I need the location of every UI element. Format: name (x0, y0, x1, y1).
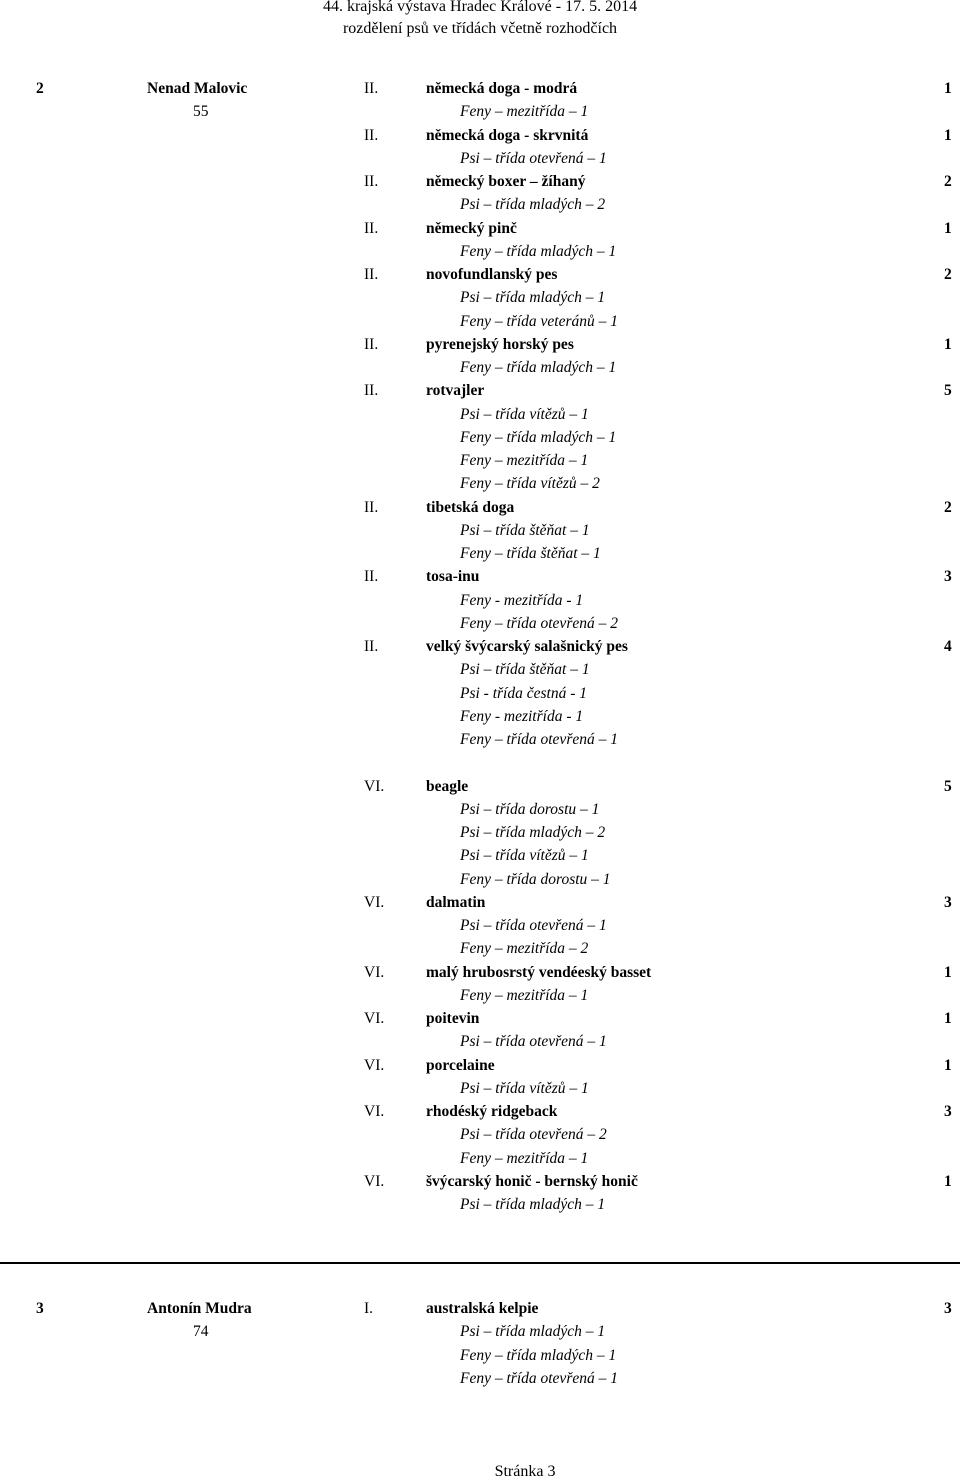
page-number: Stránka 3 (494, 1463, 556, 1480)
class-row (0, 311, 960, 334)
class-row (0, 985, 960, 1008)
class-entry: Feny – třída mladých – 1 (460, 1346, 617, 1364)
breed-name: švýcarský honič - bernský honič (426, 1172, 638, 1190)
class-row (0, 1124, 960, 1147)
class-entry: Feny - mezitřída - 1 (460, 707, 584, 725)
class-entry: Psi – třída otevřená – 1 (460, 917, 607, 934)
breed-name: německá doga - skrvnitá (426, 126, 589, 144)
judge-name: Nenad Malovic (147, 80, 248, 97)
judge-number: 2 (36, 80, 44, 97)
class-row (0, 799, 960, 822)
class-entry: Feny – třída vítězů – 2 (460, 475, 600, 493)
breed-count: 4 (944, 638, 952, 655)
section-divider (0, 1262, 960, 1264)
class-row (0, 1194, 960, 1217)
fci-group: VI. (364, 1103, 385, 1120)
breed-row (0, 892, 960, 915)
class-entry: Feny – mezitřída – 1 (460, 1149, 589, 1167)
class-row (0, 1345, 960, 1368)
fci-group: VI. (364, 1172, 385, 1190)
breed-name: velký švýcarský salašnický pes (426, 638, 628, 655)
class-row (0, 729, 960, 752)
breed-name: malý hrubosrstý vendéeský basset (426, 963, 652, 981)
breed-count: 3 (944, 568, 952, 586)
breed-name: dalmatin (426, 893, 486, 911)
class-entry: Feny – třída otevřená – 1 (460, 1369, 618, 1387)
class-row (0, 287, 960, 310)
class-row (0, 241, 960, 264)
breed-count: 1 (944, 1056, 952, 1074)
breed-name: novofundlanský pes (426, 266, 558, 283)
breed-count: 1 (944, 963, 952, 981)
breed-count: 3 (944, 893, 952, 911)
breed-row (0, 776, 960, 799)
breed-row (0, 962, 960, 985)
judge-dog-count: 74 (193, 1323, 209, 1341)
class-row (0, 543, 960, 566)
class-entry: Feny – mezitřída – 1 (460, 452, 589, 469)
class-row (0, 659, 960, 682)
breed-count: 3 (944, 1300, 952, 1317)
class-row (0, 683, 960, 706)
fci-group: II. (364, 382, 379, 400)
breed-count: 1 (944, 1010, 952, 1027)
breed-count: 1 (944, 1172, 952, 1190)
class-entry: Psi – třída vítězů – 1 (460, 1079, 589, 1097)
breed-row (0, 566, 960, 589)
judge-number: 3 (36, 1300, 44, 1317)
class-row (0, 613, 960, 636)
class-row (0, 938, 960, 961)
fci-group: II. (364, 126, 379, 144)
breed-row (0, 125, 960, 148)
class-row (0, 427, 960, 450)
class-row (0, 1368, 960, 1391)
class-row (0, 101, 960, 124)
breed-count: 2 (944, 173, 952, 190)
fci-group: II. (364, 568, 379, 586)
breed-row (0, 1171, 960, 1194)
breed-count: 1 (944, 335, 952, 353)
breed-count: 2 (944, 498, 952, 516)
breed-row (0, 218, 960, 241)
breed-name: tosa-inu (426, 568, 480, 586)
breed-count: 2 (944, 266, 952, 283)
class-entry: Feny – mezitřída – 1 (460, 986, 589, 1004)
breed-row (0, 380, 960, 403)
judge-name: Antonín Mudra (147, 1300, 252, 1317)
class-row (0, 915, 960, 938)
class-entry: Feny – třída štěňat – 1 (460, 545, 601, 562)
class-entry: Psi - třída čestná - 1 (460, 684, 587, 702)
class-row (0, 404, 960, 427)
class-entry: Feny – třída otevřená – 1 (460, 731, 618, 748)
breed-name: německý boxer – žíhaný (426, 173, 586, 190)
class-entry: Feny – třída mladých – 1 (460, 428, 617, 446)
fci-group: II. (364, 498, 379, 516)
breed-name: německá doga - modrá (426, 80, 578, 97)
class-row (0, 148, 960, 171)
class-entry: Psi – třída otevřená – 1 (460, 149, 607, 167)
fci-group: VI. (364, 777, 385, 795)
class-row (0, 357, 960, 380)
judge-dog-count: 55 (193, 103, 209, 121)
show-subtitle: rozdělení psů ve třídách včetně rozhodčích (342, 20, 618, 37)
class-entry: Feny - mezitřída - 1 (460, 591, 584, 609)
breed-name: rhodéský ridgeback (426, 1103, 558, 1120)
class-entry: Feny – mezitřída – 1 (460, 103, 589, 121)
class-entry: Psi – třída otevřená – 2 (460, 1126, 607, 1144)
breed-name: poitevin (426, 1010, 480, 1027)
fci-group: II. (364, 638, 379, 655)
breed-row (0, 264, 960, 287)
breed-count: 3 (944, 1103, 952, 1120)
class-row (0, 450, 960, 473)
class-row (0, 194, 960, 217)
class-entry: Feny – třída veteránů – 1 (460, 312, 618, 330)
class-entry: Psi – třída dorostu – 1 (460, 800, 600, 818)
class-entry: Psi – třída mladých – 1 (460, 1323, 606, 1341)
class-row (0, 1031, 960, 1054)
breed-name: německý pinč (426, 219, 517, 237)
class-entry: Feny – třída mladých – 1 (460, 242, 617, 260)
class-row (0, 473, 960, 496)
breed-row (0, 171, 960, 194)
fci-group: VI. (364, 963, 385, 981)
class-entry: Psi – třída mladých – 1 (460, 1196, 606, 1213)
fci-group: II. (364, 219, 379, 237)
breed-row (0, 497, 960, 520)
breed-row (0, 1101, 960, 1124)
class-row (0, 1078, 960, 1101)
class-entry: Psi – třída vítězů – 1 (460, 405, 589, 423)
breed-name: porcelaine (426, 1056, 495, 1074)
class-entry: Psi – třída vítězů – 1 (460, 847, 589, 865)
breed-row (0, 1298, 960, 1321)
class-row (0, 520, 960, 543)
class-row (0, 1321, 960, 1344)
class-row (0, 869, 960, 892)
class-entry: Psi – třída otevřená – 1 (460, 1033, 607, 1051)
fci-group: II. (364, 266, 379, 283)
breed-count: 5 (944, 777, 952, 795)
breed-count: 1 (944, 126, 952, 144)
breed-name: pyrenejský horský pes (426, 335, 574, 353)
breed-name: beagle (426, 777, 469, 795)
breed-row (0, 78, 960, 101)
class-row (0, 706, 960, 729)
class-entry: Psi – třída štěňat – 1 (460, 661, 590, 679)
breed-row (0, 334, 960, 357)
fci-group: VI. (364, 1010, 385, 1027)
fci-group: VI. (364, 1056, 385, 1074)
class-entry: Feny – třída dorostu – 1 (460, 870, 611, 888)
class-entry: Psi – třída mladých – 1 (460, 289, 606, 307)
breed-count: 5 (944, 382, 952, 400)
class-entry: Psi – třída štěňat – 1 (460, 521, 590, 539)
class-row (0, 845, 960, 868)
fci-group: VI. (364, 893, 385, 911)
show-title: 44. krajská výstava Hradec Králové - 17. 5. 2014 (322, 0, 638, 15)
class-row (0, 590, 960, 613)
class-entry: Psi – třída mladých – 2 (460, 196, 606, 214)
breed-row (0, 1055, 960, 1078)
breed-row (0, 636, 960, 659)
breed-row (0, 1008, 960, 1031)
class-row (0, 822, 960, 845)
breed-name: tibetská doga (426, 498, 515, 516)
fci-group: I. (364, 1300, 374, 1317)
fci-group: II. (364, 335, 379, 353)
fci-group: II. (364, 173, 379, 190)
class-entry: Feny – mezitřída – 2 (460, 940, 589, 958)
breed-name: rotvajler (426, 382, 485, 400)
breed-name: australská kelpie (426, 1300, 539, 1317)
breed-count: 1 (944, 219, 952, 237)
fci-group: II. (364, 80, 379, 97)
class-entry: Feny – třída otevřená – 2 (460, 614, 618, 632)
class-entry: Feny – třída mladých – 1 (460, 359, 617, 376)
class-row (0, 1148, 960, 1171)
breed-count: 1 (944, 80, 952, 97)
class-entry: Psi – třída mladých – 2 (460, 824, 606, 841)
